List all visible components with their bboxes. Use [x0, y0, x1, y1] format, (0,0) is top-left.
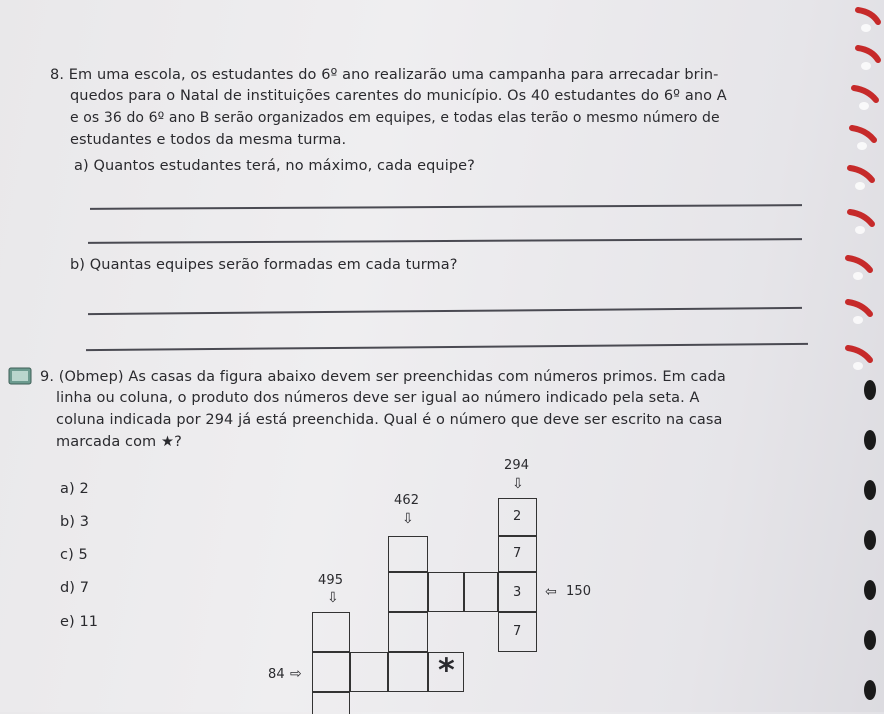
- q8-line-3: e os 36 do 6º ano B serão organizados em equipes, e todas elas terão o mesmo número de: [70, 110, 720, 126]
- spiral-binding-icon: [828, 0, 884, 712]
- cell-294-2-value: 7: [513, 546, 522, 561]
- answer-line-a1[interactable]: [90, 204, 802, 209]
- q8-line-1: 8. Em uma escola, os estudantes do 6º ano realizarão uma campanha para arrecadar brin-: [50, 67, 719, 83]
- tablet-icon: [8, 367, 32, 385]
- cell-495-3[interactable]: [312, 692, 350, 714]
- label-462: 462: [394, 493, 420, 508]
- q8-line-4: estudantes e todos da mesma turma.: [70, 132, 347, 148]
- answer-line-a2[interactable]: [88, 238, 802, 243]
- q8-part-a: a) Quantos estudantes terá, no máximo, cada equipe?: [74, 158, 475, 174]
- option-b[interactable]: b) 3: [60, 514, 90, 530]
- q9-line-3: coluna indicada por 294 já está preenchida. Qual é o número que deve ser escrito na casa: [56, 412, 723, 428]
- cell-294-1-value: 2: [513, 509, 522, 524]
- cell-84-3[interactable]: [388, 652, 428, 692]
- q9-line-1: 9. (Obmep) As casas da figura abaixo devem ser preenchidas com números primos. Em cada: [40, 369, 726, 385]
- arrow-down-294: ⇩: [512, 476, 524, 492]
- cell-150-1[interactable]: [388, 572, 428, 612]
- q9-line-2: linha ou coluna, o produto dos números deve ser igual ao número indicado pela seta. A: [56, 390, 700, 406]
- label-495: 495: [318, 573, 344, 588]
- cell-294-3-value: 3: [513, 585, 522, 600]
- arrow-down-462: ⇩: [402, 511, 414, 527]
- cell-84-2[interactable]: [350, 652, 388, 692]
- cell-495-1[interactable]: [312, 612, 350, 652]
- option-d[interactable]: d) 7: [60, 580, 90, 596]
- arrow-down-495: ⇩: [327, 590, 339, 606]
- answer-line-b1[interactable]: [88, 307, 802, 315]
- label-294: 294: [504, 458, 530, 473]
- star-icon: *: [438, 651, 455, 689]
- q8-part-b: b) Quantas equipes serão formadas em cada turma?: [70, 257, 458, 273]
- label-150: 150: [566, 584, 592, 599]
- cell-495-2[interactable]: [312, 652, 350, 692]
- option-c[interactable]: c) 5: [60, 547, 88, 563]
- cell-294-4-value: 7: [513, 624, 522, 639]
- cell-462-1[interactable]: [388, 536, 428, 572]
- cell-150-2[interactable]: [428, 572, 464, 612]
- cell-462-3[interactable]: [388, 612, 428, 652]
- option-e[interactable]: e) 11: [60, 614, 99, 630]
- answer-line-b2[interactable]: [86, 343, 808, 351]
- arrow-right-84: ⇨: [290, 666, 302, 682]
- q8-line-2: quedos para o Natal de instituições carentes do município. Os 40 estudantes do 6º ano A: [70, 88, 727, 104]
- label-84: 84: [268, 667, 285, 682]
- option-a[interactable]: a) 2: [60, 481, 89, 497]
- cell-150-3[interactable]: [464, 572, 498, 612]
- arrow-left-150: ⇦: [545, 584, 557, 600]
- q9-line-4: marcada com ★?: [56, 434, 182, 450]
